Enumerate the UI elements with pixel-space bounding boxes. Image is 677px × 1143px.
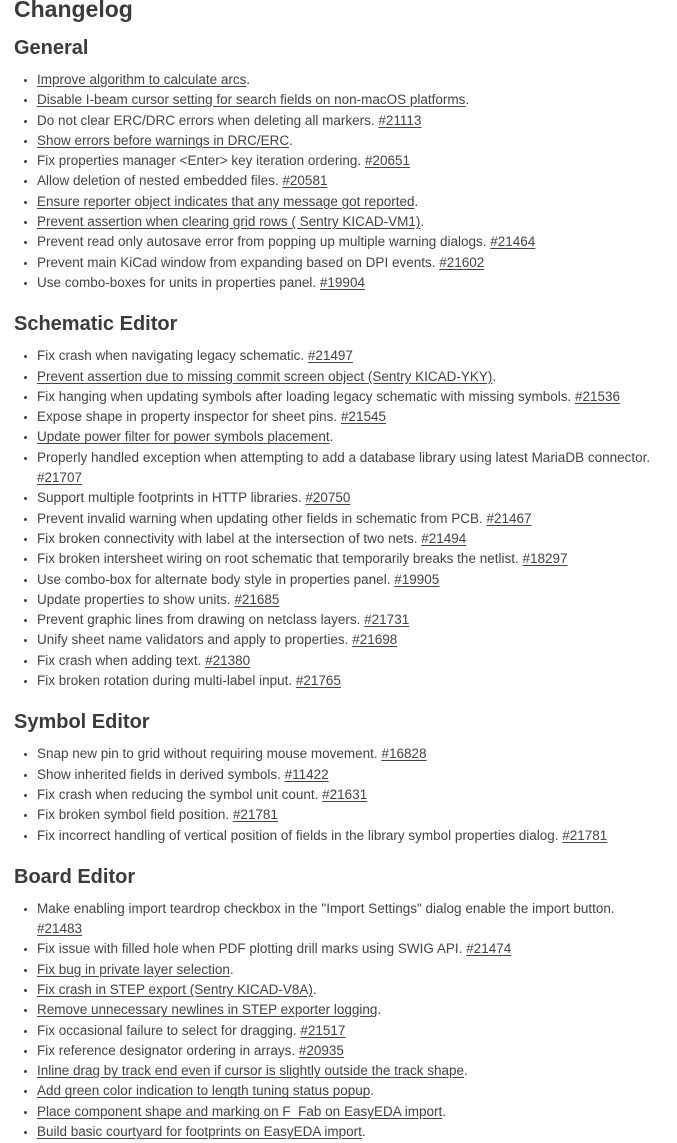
changelog-item	[37, 980, 663, 1000]
issue-link[interactable]: #21464	[490, 234, 536, 250]
issue-link[interactable]: #21497	[307, 348, 353, 364]
changelog-item	[37, 448, 663, 489]
section-item-list	[14, 744, 663, 845]
issue-link[interactable]: #21781	[562, 827, 608, 843]
item-text: .	[465, 92, 470, 108]
changelog-item	[37, 744, 663, 764]
changelog-section	[14, 865, 663, 1143]
sections-container	[14, 36, 663, 1142]
changelog-item	[37, 407, 663, 427]
item-text: Fix crash when adding text.	[37, 652, 206, 668]
changelog-item	[37, 570, 663, 590]
changelog-item	[37, 826, 663, 846]
item-text: Fix occasional failure to select for dragging.	[37, 1022, 301, 1038]
issue-link[interactable]: #21731	[364, 612, 410, 628]
item-text: Prevent invalid warning when updating other fields in schematic from PCB.	[37, 510, 487, 526]
item-text: Prevent read only autosave error from popping up multiple warning dialogs.	[37, 234, 491, 250]
changelog-item	[37, 367, 663, 387]
item-text: .	[442, 1103, 446, 1119]
issue-link[interactable]: #21707	[37, 470, 83, 486]
issue-link[interactable]: #21631	[322, 786, 368, 802]
issue-link[interactable]: #21602	[439, 254, 485, 270]
item-text: .	[463, 1063, 468, 1079]
changelog-item	[37, 488, 663, 508]
issue-link[interactable]: #20750	[305, 490, 351, 506]
section-title: Schematic Editor	[14, 313, 178, 336]
item-text: Fix broken connectivity with label at the intersection of two nets.	[37, 530, 422, 546]
changelog-item	[37, 939, 663, 959]
changelog-link[interactable]: Place component shape and marking on F_Fab on EasyEDA import	[37, 1103, 443, 1119]
issue-link[interactable]: #21698	[352, 632, 398, 648]
changelog-link[interactable]: Fix bug in private layer selection	[37, 961, 230, 977]
item-text: .	[246, 72, 251, 87]
item-text: Unify sheet name validators and apply to properties.	[37, 632, 353, 648]
changelog-item	[37, 253, 663, 273]
item-text: .	[361, 1124, 366, 1140]
changelog-item	[37, 111, 663, 131]
changelog-item	[37, 549, 663, 569]
item-text: .	[329, 429, 334, 445]
changelog-link[interactable]: Disable I-beam cursor setting for search fields on non-macOS platforms	[37, 92, 466, 108]
section-item-list	[14, 899, 663, 1143]
changelog-section	[14, 36, 663, 293]
changelog-item	[37, 232, 663, 252]
issue-link[interactable]: #21685	[234, 591, 280, 607]
issue-link[interactable]: #21517	[300, 1022, 346, 1038]
section-title: Symbol Editor	[14, 711, 150, 734]
issue-link[interactable]: #21467	[486, 510, 532, 526]
item-text: .	[312, 981, 317, 997]
issue-link[interactable]: #20935	[298, 1042, 344, 1058]
issue-link[interactable]: #21483	[37, 921, 83, 937]
item-text: Show inherited fields in derived symbols.	[37, 766, 285, 782]
changelog-item	[37, 1081, 663, 1101]
changelog-item	[37, 171, 663, 191]
changelog-link[interactable]: Ensure reporter object indicates that any message got reported	[37, 193, 415, 209]
changelog-item	[37, 1041, 663, 1061]
changelog-item	[37, 651, 663, 671]
issue-link[interactable]: #20651	[364, 153, 410, 169]
section-item-list	[14, 346, 663, 691]
changelog-item	[37, 1000, 663, 1020]
item-text: Allow deletion of nested embedded files.	[37, 173, 283, 189]
item-text: Do not clear ERC/DRC errors when deleting all markers.	[37, 112, 379, 128]
changelog-link[interactable]: Add green color indication to length tuning status popup	[37, 1083, 371, 1099]
issue-link[interactable]: #16828	[381, 746, 427, 762]
item-text: Fix issue with filled hole when PDF plotting drill marks using SWIG API.	[37, 941, 467, 957]
issue-link[interactable]: #21380	[205, 652, 251, 668]
item-text: .	[420, 214, 425, 230]
changelog-link[interactable]: Update power filter for power symbols placement	[37, 429, 330, 445]
issue-link[interactable]: #21545	[340, 409, 386, 425]
changelog-link[interactable]: Prevent assertion due to missing commit screen object (Sentry KICAD-YKY)	[37, 368, 493, 384]
changelog-item	[37, 1122, 663, 1142]
changelog-item	[37, 346, 663, 366]
changelog-item	[37, 785, 663, 805]
changelog-item	[37, 387, 663, 407]
changelog-item	[37, 529, 663, 549]
item-text: Expose shape in property inspector for sheet pins.	[37, 409, 341, 425]
changelog-item	[37, 427, 663, 447]
changelog-item	[37, 70, 663, 90]
page-title: Changelog	[14, 0, 133, 22]
changelog-item	[37, 1102, 663, 1122]
changelog-item	[37, 151, 663, 171]
item-text: .	[229, 961, 234, 977]
issue-link[interactable]: #20581	[282, 173, 328, 189]
item-text: .	[377, 1002, 382, 1018]
changelog-item	[37, 90, 663, 110]
item-text: Update properties to show units.	[37, 591, 235, 607]
changelog-item	[37, 630, 663, 650]
changelog-link[interactable]: Remove unnecessary newlines in STEP exporter logging	[37, 1002, 378, 1018]
item-text: Fix hanging when updating symbols after loading legacy schematic with missing symbols.	[37, 388, 576, 404]
item-text: Fix broken symbol field position.	[37, 807, 233, 823]
item-text: .	[370, 1083, 375, 1099]
item-text: .	[492, 368, 497, 384]
item-text: Fix properties manager <Enter> key iteration ordering.	[37, 153, 365, 169]
changelog-item	[37, 192, 663, 212]
item-text: Support multiple footprints in HTTP libraries.	[37, 490, 306, 506]
changelog-item	[37, 212, 663, 232]
changelog-section	[14, 710, 663, 845]
changelog-link[interactable]: Build basic courtyard for footprints on EasyEDA import	[37, 1124, 362, 1140]
item-text: Use combo-box for alternate body style in properties panel.	[37, 571, 395, 587]
changelog-item	[37, 610, 663, 630]
issue-link[interactable]: #11422	[284, 766, 329, 782]
changelog-item	[37, 671, 663, 691]
changelog-link[interactable]: Improve algorithm to calculate arcs	[37, 72, 247, 87]
changelog-item	[37, 765, 663, 785]
changelog-item	[37, 805, 663, 825]
item-text: Prevent graphic lines from drawing on netclass layers.	[37, 612, 365, 628]
item-text: Fix crash when navigating legacy schematic.	[37, 348, 308, 364]
item-text: .	[414, 193, 419, 209]
issue-link[interactable]: #21765	[295, 673, 341, 689]
changelog-item	[37, 1021, 663, 1041]
issue-link[interactable]: #19904	[319, 274, 365, 290]
section-item-list	[14, 70, 663, 293]
item-text: Fix broken rotation during multi-label input.	[37, 673, 296, 689]
changelog-item	[37, 273, 663, 293]
section-title: Board Editor	[14, 865, 136, 888]
changelog-link[interactable]: Show errors before warnings in DRC/ERC	[37, 132, 290, 148]
item-text: Prevent main KiCad window from expanding based on DPI events.	[37, 254, 440, 270]
issue-link[interactable]: #21536	[575, 388, 621, 404]
changelog-link[interactable]: Fix crash in STEP export (Sentry KICAD-V8A)	[37, 981, 313, 997]
changelog-page	[14, 0, 663, 1142]
item-text: Properly handled exception when attempting to add a database library using latest MariaDB connector.	[37, 449, 651, 465]
issue-link[interactable]: #19905	[394, 571, 440, 587]
item-text: Fix reference designator ordering in arrays.	[37, 1042, 299, 1058]
item-text: Fix incorrect handling of vertical position of fields in the library symbol properties dialog.	[37, 827, 563, 843]
item-text: Use combo-boxes for units in properties panel.	[37, 274, 320, 290]
item-text: .	[289, 132, 293, 148]
issue-link[interactable]: #21474	[466, 941, 512, 957]
changelog-item	[37, 960, 663, 980]
item-text: Fix crash when reducing the symbol unit count.	[37, 786, 323, 802]
section-title: General	[14, 37, 89, 59]
issue-link[interactable]: #21781	[232, 807, 278, 823]
changelog-item	[37, 509, 663, 529]
changelog-link[interactable]: Inline drag by track end even if cursor is slightly outside the track shape	[37, 1063, 464, 1079]
changelog-item	[37, 590, 663, 610]
item-text: Fix broken intersheet wiring on root schematic that temporarily breaks the netlist.	[37, 551, 523, 567]
item-text: Make enabling import teardrop checkbox in the "Import Settings" dialog enable the import button.	[37, 900, 615, 916]
issue-link[interactable]: #21113	[378, 112, 422, 128]
changelog-item	[37, 1061, 663, 1081]
changelog-section	[14, 312, 663, 691]
changelog-link[interactable]: Prevent assertion when clearing grid rows ( Sentry KICAD-VM1)	[37, 214, 421, 230]
changelog-item	[37, 131, 663, 151]
changelog-item	[37, 899, 663, 940]
issue-link[interactable]: #18297	[522, 551, 568, 567]
issue-link[interactable]: #21494	[421, 530, 467, 546]
item-text: Snap new pin to grid without requiring mouse movement.	[37, 746, 382, 762]
